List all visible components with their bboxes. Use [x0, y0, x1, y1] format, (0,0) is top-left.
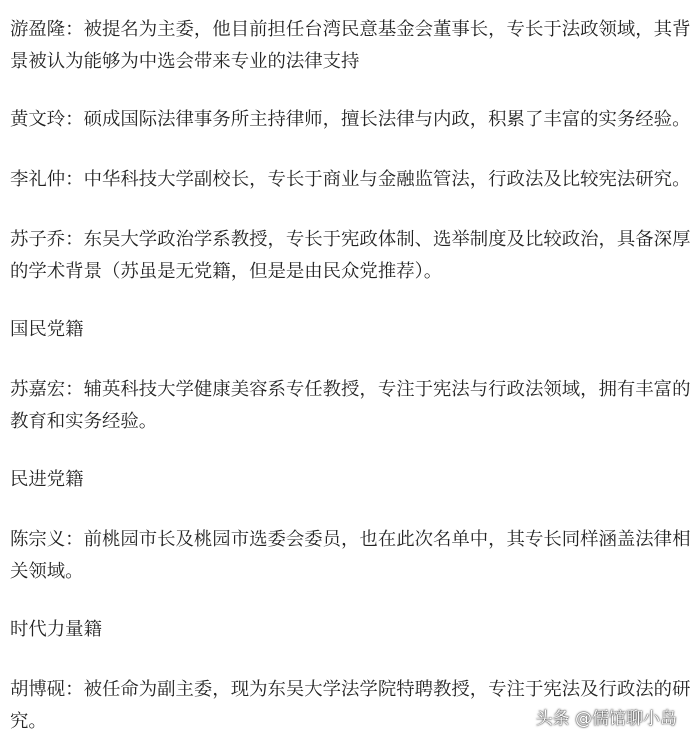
- paragraph-su-ziqiao: [10, 224, 691, 288]
- section-heading-npp: [10, 614, 685, 646]
- text-line: 的学术背景（苏虽是无党籍，但是是由民众党推荐）。: [10, 261, 443, 282]
- paragraph-huang-wenling: [10, 104, 691, 136]
- paragraph-li-lizhong: [10, 164, 691, 196]
- heading-text: 民进党籍: [10, 469, 84, 490]
- source-watermark: 头条 @儒馆聊小岛: [535, 709, 677, 729]
- section-heading-dpp: [10, 464, 685, 496]
- text-line: 景被认为能够为中选会带来专业的法律支持: [10, 51, 360, 72]
- paragraph-you-yinglong: [10, 14, 691, 78]
- paragraph-chen-zongyi: [10, 524, 691, 588]
- text-line: 游盈隆：被提名为主委，他目前担任台湾民意基金会董事长，专长于法政领域，其背: [10, 19, 691, 40]
- text-line: 教育和实务经验。: [10, 411, 158, 432]
- text-line: 究。: [10, 711, 47, 732]
- text-line: 苏子乔：东吴大学政治学系教授，专长于宪政体制、选举制度及比较政治，具备深厚: [10, 229, 691, 250]
- text-line: 胡博砚：被任命为副主委，现为东吴大学法学院特聘教授，专注于宪法及行政法的研: [10, 679, 691, 700]
- text-line: 黄文玲：硕成国际法律事务所主持律师，擅长法律与内政，积累了丰富的实务经验。: [10, 109, 691, 130]
- text-line: 陈宗义：前桃园市长及桃园市选委会委员，也在此次名单中，其专长同样涵盖法律相: [10, 529, 691, 550]
- section-heading-kmt: [10, 314, 685, 346]
- paragraph-su-jiahong: [10, 374, 691, 438]
- text-line: 李礼仲：中华科技大学副校长，专长于商业与金融监管法，行政法及比较宪法研究。: [10, 169, 691, 190]
- heading-text: 国民党籍: [10, 319, 84, 340]
- text-line: 苏嘉宏：辅英科技大学健康美容系专任教授，专注于宪法与行政法领域，拥有丰富的: [10, 379, 691, 400]
- text-line: 关领域。: [10, 561, 84, 582]
- heading-text: 时代力量籍: [10, 619, 102, 640]
